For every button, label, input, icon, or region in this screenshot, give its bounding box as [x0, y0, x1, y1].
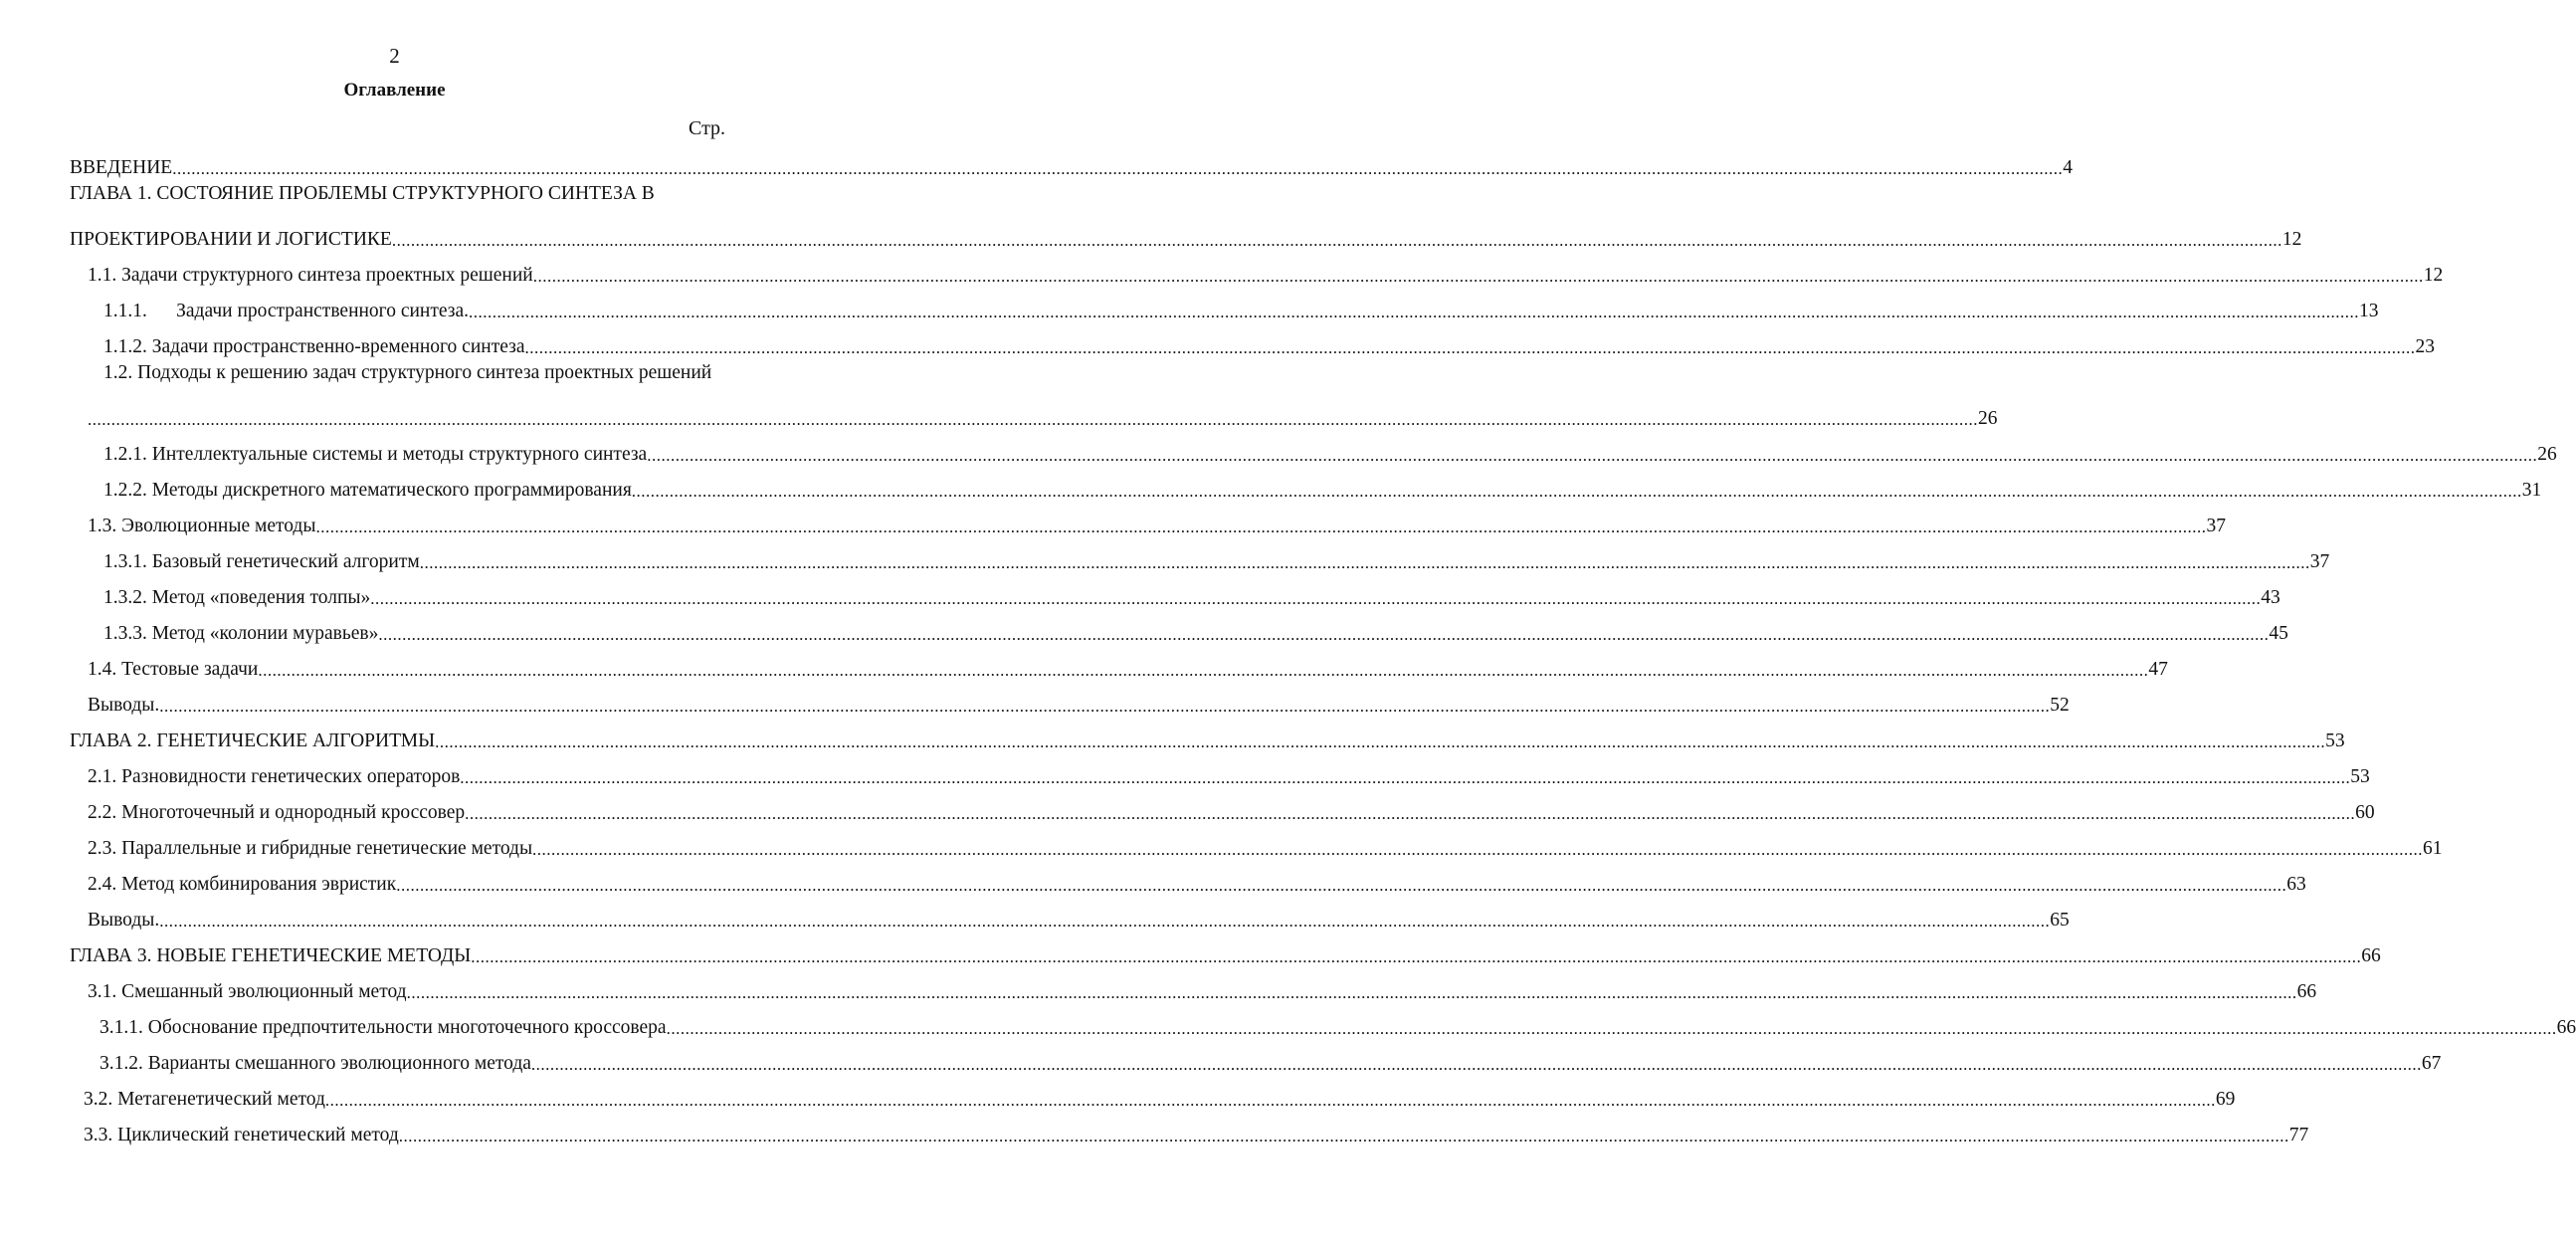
toc-entry-label: 3.2. Метагенетический метод	[84, 1089, 325, 1110]
toc-entry-1-1-1[interactable]	[103, 289, 2379, 324]
dot-leader: ................................................................................................................................................................................................................................................................................................................................................................................................................	[532, 267, 2424, 286]
toc-entry-1-3-3[interactable]	[103, 611, 2288, 647]
toc-entry-label: 1.1. Задачи структурного синтеза проектных решений	[88, 265, 533, 286]
dot-leader: ................................................................................................................................................................................................................................................................................................................................................................................................................	[396, 876, 2287, 895]
toc-entry-label: 1.1.2. Задачи пространственно-временного синтеза	[103, 336, 525, 357]
dot-leader: ................................................................................................................................................................................................................................................................................................................................................................................................................	[532, 840, 2424, 859]
dot-leader: ................................................................................................................................................................................................................................................................................................................................................................................................................	[524, 338, 2416, 357]
toc-entry-1-3[interactable]	[88, 504, 2226, 539]
toc-entry-3-3[interactable]	[84, 1113, 2309, 1148]
toc-entry-1-2-1[interactable]	[103, 432, 2557, 468]
toc-entry-label: 2.2. Многоточечный и однородный кроссовер	[88, 802, 466, 823]
dot-leader: ................................................................................................................................................................................................................................................................................................................................................................................................................	[647, 446, 2538, 465]
dot-leader: ................................................................................................................................................................................................................................................................................................................................................................................................................	[631, 482, 2522, 501]
toc-entry-label: 3.3. Циклический генетический метод	[84, 1125, 399, 1146]
toc-entry-label: ПРОЕКТИРОВАНИИ И ЛОГИСТИКЕ	[70, 229, 392, 250]
toc-entry-2-3[interactable]	[88, 826, 2443, 862]
toc-entry-page: 66	[2361, 945, 2381, 966]
toc-entry-label: 1.1.1. Задачи пространственного синтеза.	[103, 301, 469, 321]
toc-entry-label: 1.2.1. Интеллектуальные системы и методы структурного синтеза	[103, 444, 648, 465]
dot-leader: ................................................................................................................................................................................................................................................................................................................................................................................................................	[460, 768, 2351, 787]
toc-entry-label: 3.1.1. Обоснование предпочтительности многоточечного кроссовера	[99, 1017, 667, 1038]
toc-entry-page: 60	[2355, 802, 2375, 823]
toc-entry-label: Выводы.	[88, 695, 160, 716]
toc-entry-page: 45	[2269, 623, 2288, 644]
toc-entry-label: ГЛАВА 2. ГЕНЕТИЧЕСКИЕ АЛГОРИТМЫ	[70, 730, 436, 751]
dot-leader: ................................................................................................................................................................................................................................................................................................................................................................................................................	[465, 804, 2356, 823]
toc-entry-label: 1.2. Подходы к решению задач структурного синтеза проектных решений	[103, 362, 712, 383]
toc-entry-introduction[interactable]	[70, 145, 2073, 181]
dot-leader: ................................................................................................................................................................................................................................................................................................................................................................................................................	[159, 697, 2051, 716]
toc-entry-label: 1.3.2. Метод «поведения толпы»	[103, 587, 371, 608]
toc-entry-label: 1.4. Тестовые задачи	[88, 659, 259, 680]
dot-leader: ................................................................................................................................................................................................................................................................................................................................................................................................................	[419, 553, 2310, 572]
toc-entry-chapter-1-conclusions[interactable]	[88, 683, 2070, 719]
toc-entry-3-2[interactable]	[84, 1077, 2236, 1113]
toc-entry-1-3-1[interactable]	[103, 539, 2330, 575]
dot-leader: ................................................................................................................................................................................................................................................................................................................................................................................................................	[469, 303, 2359, 321]
toc-entry-label: 1.3.3. Метод «колонии муравьев»	[103, 623, 379, 644]
toc-entry-label: ВВЕДЕНИЕ	[70, 157, 173, 178]
toc-entry-page: 13	[2359, 301, 2379, 321]
dot-leader: ................................................................................................................................................................................................................................................................................................................................................................................................................	[315, 518, 2207, 536]
toc-entry-1-2-2[interactable]	[103, 468, 2542, 504]
toc-entry-label: 1.2.2. Методы дискретного математического программирования	[103, 480, 632, 501]
toc-entry-label: 3.1. Смешанный эволюционный метод	[88, 981, 407, 1002]
toc-entry-chapter-1-line-1[interactable]	[70, 181, 726, 217]
toc-entry-page: 66	[2556, 1017, 2576, 1038]
toc-entry-chapter-3[interactable]	[70, 934, 2381, 969]
dot-leader: ................................................................................................................................................................................................................................................................................................................................................................................................................	[378, 625, 2270, 644]
toc-entry-1-1[interactable]	[88, 253, 2444, 289]
toc-entry-page: 37	[2309, 551, 2330, 572]
toc-entry-label: 1.3.1. Базовый генетический алгоритм	[103, 551, 420, 572]
dot-leader: ................................................................................................................................................................................................................................................................................................................................................................................................................	[88, 410, 1978, 429]
toc-entry-page: 53	[2325, 730, 2345, 751]
toc-entry-label: 2.1. Разновидности генетических операторов	[88, 766, 461, 787]
toc-entry-2-4[interactable]	[88, 862, 2306, 898]
dot-leader: ................................................................................................................................................................................................................................................................................................................................................................................................................	[435, 732, 2326, 751]
toc-entry-page: 47	[2148, 659, 2168, 680]
dot-leader: ................................................................................................................................................................................................................................................................................................................................................................................................................	[172, 159, 2064, 178]
toc-entry-page: 31	[2521, 480, 2542, 501]
toc-entry-page: 65	[2050, 910, 2070, 931]
dot-leader: ................................................................................................................................................................................................................................................................................................................................................................................................................	[370, 589, 2262, 608]
toc-entry-page: 61	[2423, 838, 2443, 859]
page-number: 2	[389, 44, 400, 68]
toc-entry-2-1[interactable]	[88, 754, 2370, 790]
dot-leader: ................................................................................................................................................................................................................................................................................................................................................................................................................	[258, 661, 2149, 680]
toc-entry-page: 67	[2421, 1053, 2442, 1074]
toc-entry-chapter-1-line-2[interactable]	[70, 217, 2302, 253]
dot-leader: ................................................................................................................................................................................................................................................................................................................................................................................................................	[159, 912, 2051, 931]
toc-entry-page: 63	[2286, 874, 2306, 895]
toc-entry-label: 1.3. Эволюционные методы	[88, 516, 316, 536]
toc-entry-page: 23	[2415, 336, 2435, 357]
toc-entry-page: 26	[2537, 444, 2557, 465]
toc-title: Оглавление	[343, 80, 446, 101]
page-column-label: Стр.	[689, 117, 726, 139]
toc-entry-label: ГЛАВА 1. СОСТОЯНИЕ ПРОБЛЕМЫ СТРУКТУРНОГО СИНТЕЗА В	[70, 183, 655, 204]
toc-entry-label: 3.1.2. Варианты смешанного эволюционного метода	[99, 1053, 531, 1074]
toc-entry-1-2-line-1[interactable]	[103, 360, 728, 396]
dot-leader: ................................................................................................................................................................................................................................................................................................................................................................................................................	[398, 1127, 2289, 1146]
toc-entry-page: 26	[1978, 408, 1998, 429]
dot-leader: ................................................................................................................................................................................................................................................................................................................................................................................................................	[324, 1091, 2216, 1110]
dot-leader: ................................................................................................................................................................................................................................................................................................................................................................................................................	[391, 231, 2282, 250]
toc-entry-page: 52	[2050, 695, 2070, 716]
toc-entry-page: 77	[2288, 1125, 2309, 1146]
toc-entry-1-2-line-2[interactable]	[88, 396, 1998, 432]
toc-entry-1-4[interactable]	[88, 647, 2168, 683]
toc-entry-chapter-2[interactable]	[70, 719, 2345, 754]
dot-leader: ................................................................................................................................................................................................................................................................................................................................................................................................................	[666, 1019, 2557, 1038]
toc-entry-page: 69	[2215, 1089, 2236, 1110]
toc-entry-label: 2.3. Параллельные и гибридные генетические методы	[88, 838, 533, 859]
toc-entry-2-2[interactable]	[88, 790, 2375, 826]
toc-entry-page: 4	[2063, 157, 2073, 178]
toc-entry-3-1-2[interactable]	[99, 1041, 2442, 1077]
toc-entry-label: ГЛАВА 3. НОВЫЕ ГЕНЕТИЧЕСКИЕ МЕТОДЫ	[70, 945, 472, 966]
dot-leader: ................................................................................................................................................................................................................................................................................................................................................................................................................	[406, 983, 2297, 1002]
toc-entry-3-1-1[interactable]	[99, 1005, 2576, 1041]
toc-entry-1-1-2[interactable]	[103, 324, 2435, 360]
toc-entry-label: Выводы.	[88, 910, 160, 931]
toc-entry-page: 12	[2423, 265, 2444, 286]
dot-leader: ................................................................................................................................................................................................................................................................................................................................................................................................................	[471, 947, 2362, 966]
dot-leader: ................................................................................................................................................................................................................................................................................................................................................................................................................	[530, 1055, 2422, 1074]
toc-entry-page: 66	[2296, 981, 2317, 1002]
toc-entry-page: 53	[2350, 766, 2370, 787]
toc-entry-page: 12	[2281, 229, 2302, 250]
toc-entry-label: 2.4. Метод комбинирования эвристик	[88, 874, 397, 895]
toc-entry-page: 43	[2261, 587, 2280, 608]
toc-entry-chapter-2-conclusions[interactable]	[88, 898, 2070, 934]
toc-entry-1-3-2[interactable]	[103, 575, 2280, 611]
toc-entry-3-1[interactable]	[88, 969, 2317, 1005]
toc-entry-page: 37	[2206, 516, 2226, 536]
